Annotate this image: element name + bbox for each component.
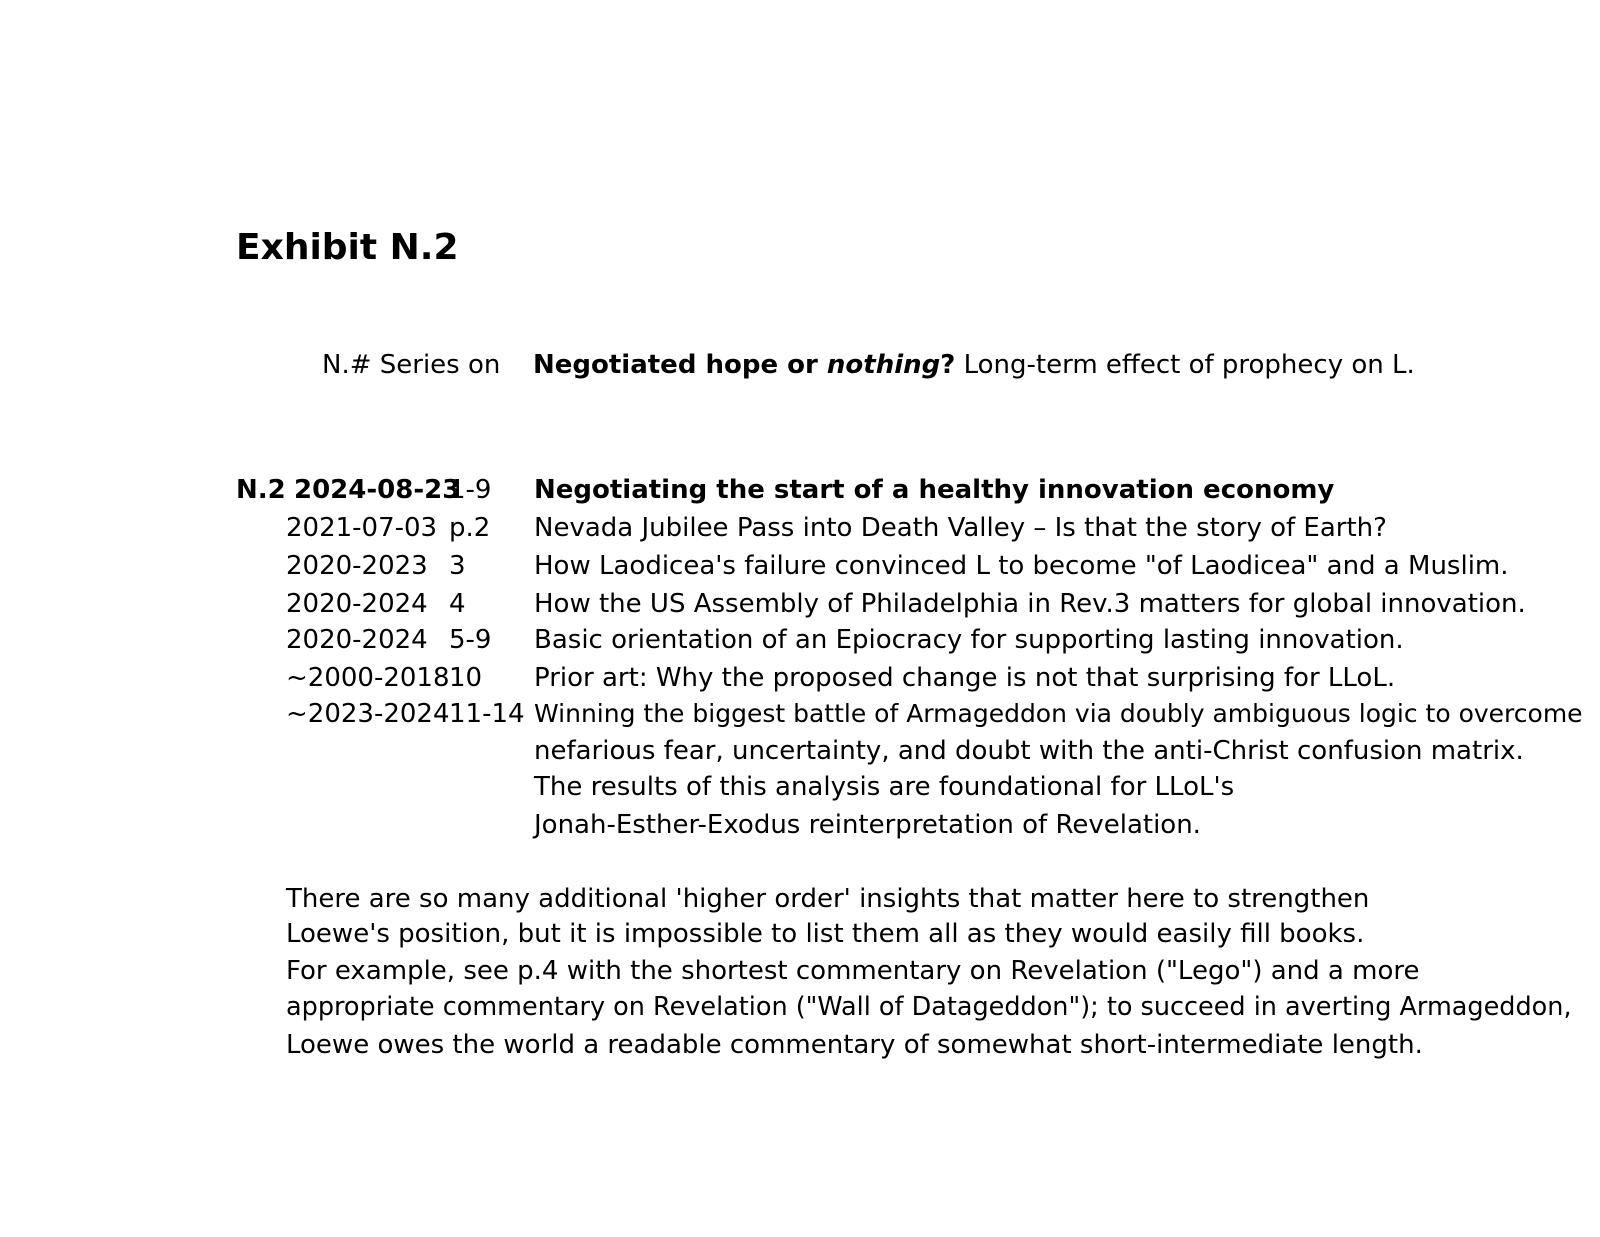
- entry-description-line: nefarious fear, uncertainty, and doubt with the anti-Christ confusion matrix.: [534, 736, 1524, 766]
- main-entry-id: N.2: [236, 475, 286, 505]
- entry-date: 2020-2023: [286, 551, 428, 581]
- exhibit-title: Exhibit N.2: [236, 227, 459, 268]
- main-entry-description: Negotiating the start of a healthy innovation economy: [534, 475, 1335, 505]
- series-heading-bold-italic: nothing: [826, 350, 941, 380]
- series-heading-bold: Negotiated hope or: [533, 350, 827, 380]
- entry-description-line: The results of this analysis are foundational for LLoL's: [534, 772, 1235, 802]
- entry-pages: 10: [449, 663, 483, 693]
- entry-description: Nevada Jubilee Pass into Death Valley – Is that the story of Earth?: [534, 513, 1387, 543]
- entry-pages: 4: [449, 589, 466, 619]
- entry-description-line: Jonah-Esther-Exodus reinterpretation of Revelation.: [534, 810, 1201, 840]
- entry-date: 2020-2024: [286, 625, 428, 655]
- series-heading-bold-end: ?: [940, 350, 956, 380]
- entry-date: 2020-2024: [286, 589, 428, 619]
- entry-pages: 3: [449, 551, 466, 581]
- main-entry-pages: 1-9: [449, 475, 492, 505]
- entry-date: ~2000-2018: [286, 663, 450, 693]
- closing-paragraph-line: There are so many additional 'higher order' insights that matter here to strengthen: [286, 884, 1370, 914]
- series-heading-rest: Long-term effect of prophecy on L.: [955, 350, 1415, 380]
- series-heading: [533, 352, 1415, 378]
- entry-date: 2021-07-03: [286, 513, 438, 543]
- entry-description: How Laodicea's failure convinced L to become "of Laodicea" and a Muslim.: [534, 551, 1509, 581]
- closing-paragraph-line: Loewe's position, but it is impossible to list them all as they would easily fill books.: [286, 919, 1365, 949]
- entry-pages: p.2: [449, 513, 491, 543]
- entry-description: How the US Assembly of Philadelphia in Rev.3 matters for global innovation.: [534, 589, 1526, 619]
- closing-paragraph-line: appropriate commentary on Revelation ("Wall of Datageddon"); to succeed in averting Armageddon,: [286, 992, 1572, 1022]
- entry-description: Prior art: Why the proposed change is not that surprising for LLoL.: [534, 663, 1396, 693]
- entry-description-line: Winning the biggest battle of Armageddon via doubly ambiguous logic to overcome: [534, 699, 1583, 728]
- closing-paragraph-line: Loewe owes the world a readable commentary of somewhat short-intermediate length.: [286, 1030, 1423, 1060]
- entry-description: Basic orientation of an Epiocracy for supporting lasting innovation.: [534, 625, 1404, 655]
- main-entry-date: 2024-08-23: [294, 475, 461, 505]
- entry-pages: 5-9: [449, 625, 492, 655]
- series-label: N.# Series on: [322, 350, 501, 380]
- entry-date: ~2023-2024: [286, 699, 450, 729]
- entry-pages: 11-14: [449, 699, 525, 729]
- closing-paragraph-line: For example, see p.4 with the shortest commentary on Revelation ("Lego") and a more: [286, 956, 1420, 986]
